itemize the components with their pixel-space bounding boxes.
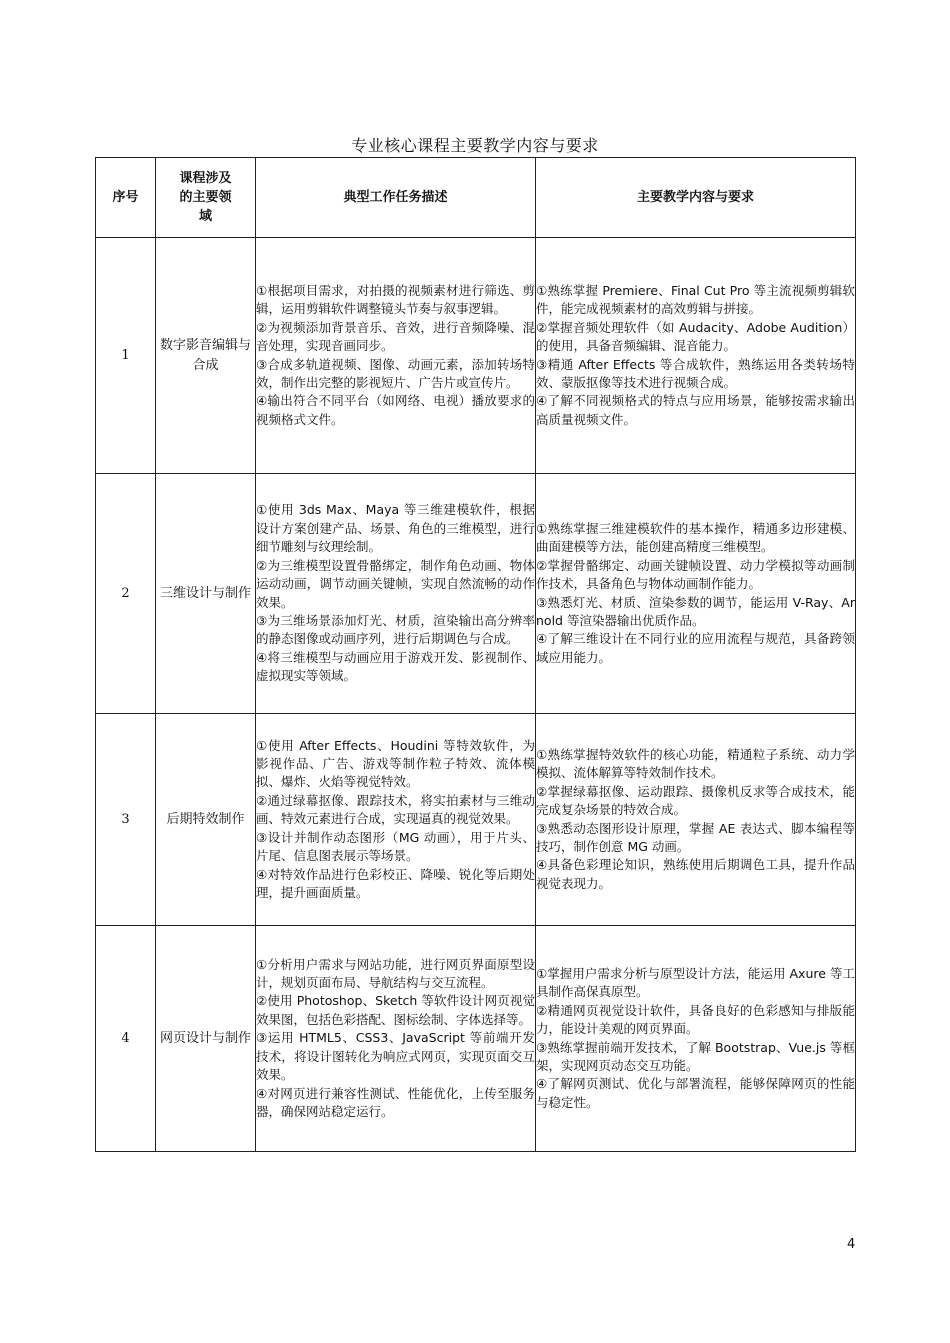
task-item: ①使用 After Effects、Houdini 等特效软件，为影视作品、广告、游戏等制作粒子特效、流体模拟、爆炸、火焰等视觉特效。	[256, 737, 535, 790]
table-title: 专业核心课程主要教学内容与要求	[351, 136, 599, 155]
task-item: ③设计并制作动态图形（MG 动画），用于片头、片尾、信息图表展示等场景。	[256, 829, 535, 864]
task-item: ④将三维模型与动画应用于游戏开发、影视制作、虚拟现实等领域。	[256, 649, 535, 684]
row-number: 4	[96, 926, 156, 1152]
task-item: ④输出符合不同平台（如网络、电视）播放要求的视频格式文件。	[256, 393, 535, 427]
course-table	[95, 157, 856, 1152]
row-content	[536, 926, 856, 1152]
header-area: 课程涉及的主要领域	[156, 158, 256, 238]
task-item: ①分析用户需求与网站功能，进行网页界面原型设计，规划页面布局、导航结构与交互流程。	[256, 956, 535, 991]
task-item: ②通过绿幕抠像、跟踪技术，将实拍素材与三维动画、特效元素进行合成，实现逼真的视觉效果。	[256, 792, 535, 827]
row-area: 后期特效制作	[156, 714, 256, 926]
header-tasks: 典型工作任务描述	[256, 158, 536, 238]
content-item: ①掌握用户需求分析与原型设计方法，能运用 Axure 等工具制作高保真原型。	[536, 965, 855, 1000]
task-item: ①使用 3ds Max、Maya 等三维建模软件，根据设计方案创建产品、场景、角色的三维模型，进行细节雕刻与纹理绘制。	[256, 502, 535, 555]
header-row	[96, 158, 856, 238]
header-num: 序号	[96, 158, 156, 238]
content-item: ④了解不同视频格式的特点与应用场景，能够按需求输出高质量视频文件。	[536, 393, 855, 427]
table-row	[96, 238, 856, 474]
row-content	[536, 238, 856, 474]
row-tasks	[256, 926, 536, 1152]
content-item: ④具备色彩理论知识，熟练使用后期调色工具，提升作品视觉表现力。	[536, 857, 855, 891]
row-number: 3	[96, 714, 156, 926]
content-item: ③熟练掌握前端开发技术，了解 Bootstrap、Vue.js 等框架，实现网页动态交互功能。	[536, 1039, 855, 1073]
task-item: ②为视频添加背景音乐、音效，进行音频降噪、混音处理，实现音画同步。	[256, 319, 535, 354]
task-item: ②为三维模型设置骨骼绑定，制作角色动画、物体运动动画，调节动画关键帧，实现自然流畅的动作效果。	[256, 557, 535, 610]
content-item: ④了解网页测试、优化与部署流程，能够保障网页的性能与稳定性。	[536, 1076, 855, 1110]
content-item: ②掌握音频处理软件（如 Audacity、Adobe Audition）的使用，具备音频编辑、混音能力。	[536, 319, 855, 354]
content-item: ③精通 After Effects 等合成软件，熟练运用各类转场特效、蒙版抠像等技术进行视频合成。	[536, 356, 855, 390]
row-tasks	[256, 714, 536, 926]
content-item: ③熟悉动态图形设计原理，掌握 AE 表达式、脚本编程等技巧，制作创意 MG 动画。	[536, 820, 855, 854]
task-item: ①根据项目需求，对拍摄的视频素材进行筛选、剪辑，运用剪辑软件调整镜头节奏与叙事逻辑。	[256, 282, 535, 317]
row-number: 2	[96, 474, 156, 714]
table-row	[96, 474, 856, 714]
row-number: 1	[96, 238, 156, 474]
task-item: ③为三维场景添加灯光、材质，渲染输出高分辨率的静态图像或动画序列，进行后期调色与合成。	[256, 612, 535, 647]
task-item: ④对网页进行兼容性测试、性能优化，上传至服务器，确保网站稳定运行。	[256, 1085, 535, 1119]
task-item: ②使用 Photoshop、Sketch 等软件设计网页视觉效果图，包括色彩搭配、图标绘制、字体选择等。	[256, 993, 535, 1027]
content-item: ③熟悉灯光、材质、渲染参数的调节，能运用 V-Ray、Arnold 等渲染器输出优质作品。	[536, 594, 855, 628]
header-content: 主要教学内容与要求	[536, 158, 856, 238]
row-content	[536, 714, 856, 926]
task-item: ④对特效作品进行色彩校正、降噪、锐化等后期处理，提升画面质量。	[256, 866, 535, 900]
row-area: 数字影音编辑与合成	[156, 238, 256, 474]
task-item: ③合成多轨道视频、图像、动画元素，添加转场特效，制作出完整的影视短片、广告片或宣传片。	[256, 356, 535, 390]
content-item: ②掌握骨骼绑定、动画关键帧设置、动力学模拟等动画制作技术，具备角色与物体动画制作能力。	[536, 557, 855, 592]
table-row	[96, 926, 856, 1152]
content-item: ②精通网页视觉设计软件，具备良好的色彩感知与排版能力，能设计美观的网页界面。	[536, 1002, 855, 1037]
row-content	[536, 474, 856, 714]
content-item: ②掌握绿幕抠像、运动跟踪、摄像机反求等合成技术，能完成复杂场景的特效合成。	[536, 783, 855, 818]
content-item: ①熟练掌握 Premiere、Final Cut Pro 等主流视频剪辑软件，能完成视频素材的高效剪辑与拼接。	[536, 282, 855, 317]
content-item: ①熟练掌握特效软件的核心功能，精通粒子系统、动力学模拟、流体解算等特效制作技术。	[536, 746, 855, 781]
table-row	[96, 714, 856, 926]
row-tasks	[256, 238, 536, 474]
page-number: 4	[847, 1237, 856, 1252]
row-area: 三维设计与制作	[156, 474, 256, 714]
row-tasks	[256, 474, 536, 714]
row-area: 网页设计与制作	[156, 926, 256, 1152]
task-item: ③运用 HTML5、CSS3、JavaScript 等前端开发技术，将设计图转化为响应式网页，实现页面交互效果。	[256, 1030, 535, 1083]
content-item: ①熟练掌握三维建模软件的基本操作，精通多边形建模、曲面建模等方法，能创建高精度三维模型。	[536, 520, 855, 555]
content-item: ④了解三维设计在不同行业的应用流程与规范，具备跨领域应用能力。	[536, 631, 855, 665]
